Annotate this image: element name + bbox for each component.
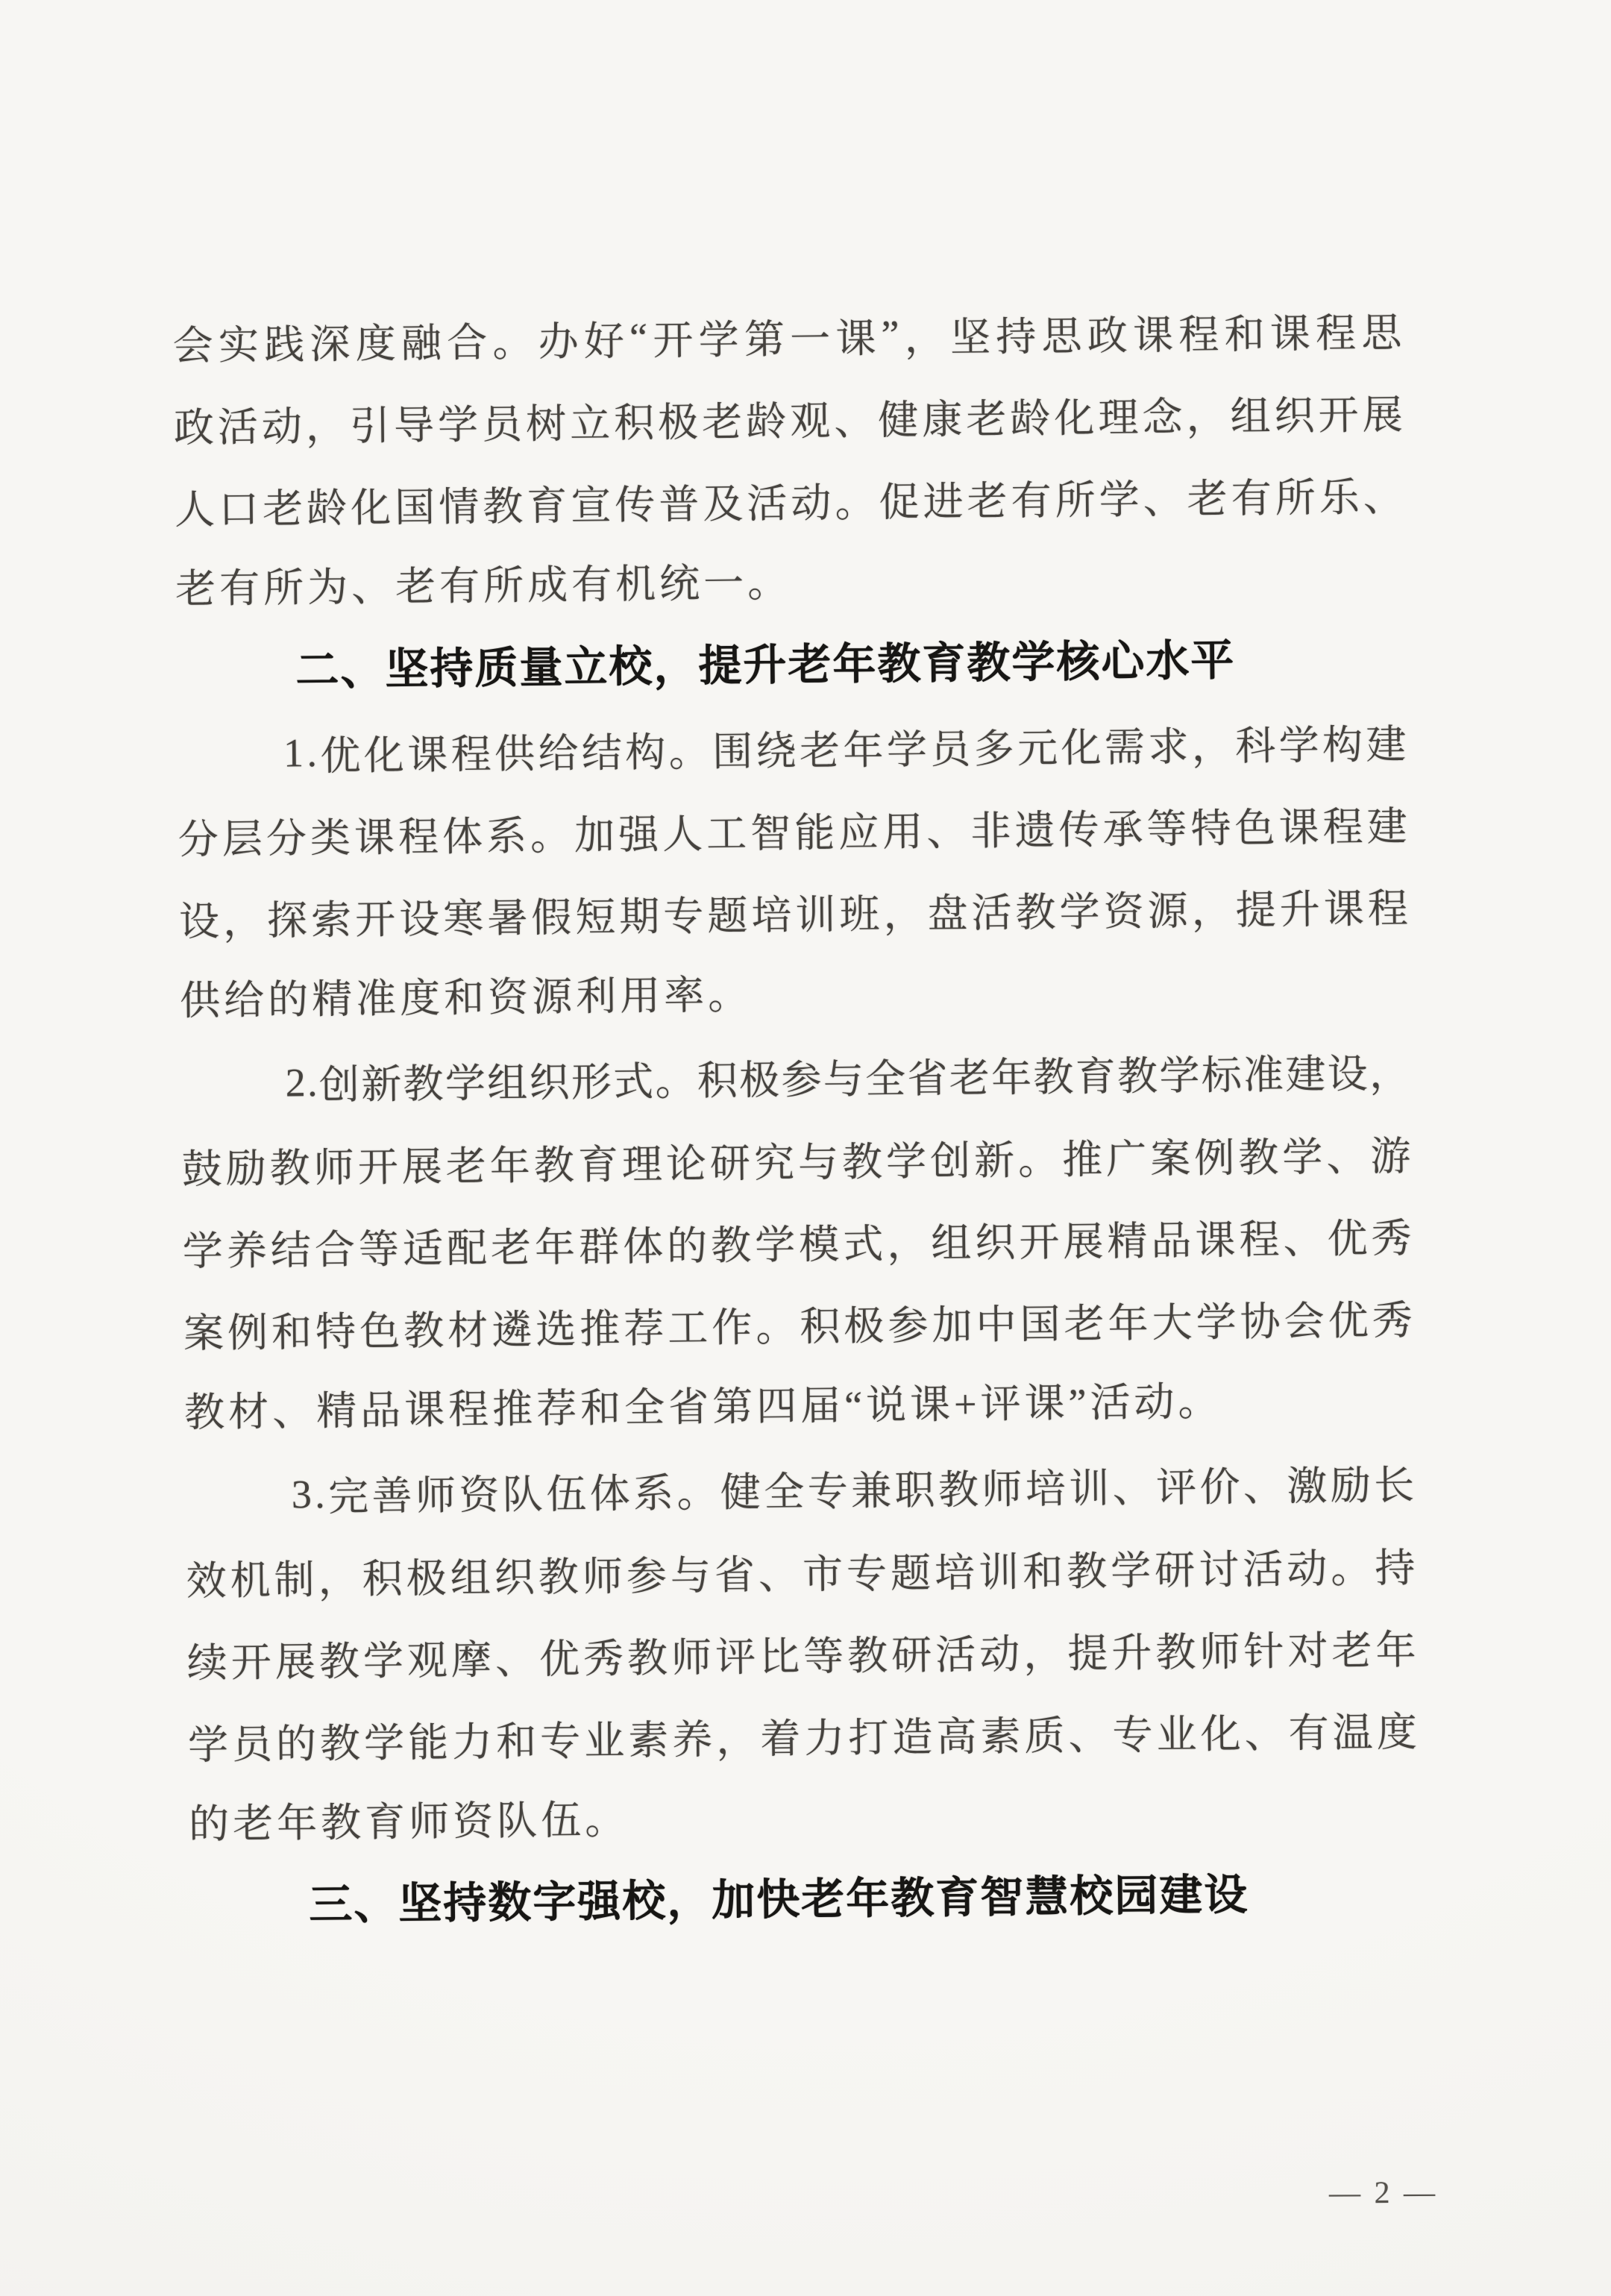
text-line: 供给的精准度和资源利用率。: [179, 972, 753, 1024]
first-line-indent: [180, 1082, 283, 1083]
section-heading: [189, 1853, 1419, 1948]
paragraph: [172, 288, 1405, 630]
text-line: 老有所为、老有所成有机统一。: [175, 560, 792, 612]
document-body: [172, 288, 1419, 1948]
paragraph: [177, 700, 1410, 1042]
text-line: 1 . 优 化 课 程 供 给 结 构 。 围 绕 老 年 学 员 多 元 化 需 求 ， 科 学 构 建: [177, 700, 1407, 795]
text-line: 续 开 展 教 学 观 摩 、 优 秀 教 师 评 比 等 教 研 活 动 ， 提 升 教 师 针 对 老 年: [186, 1628, 1416, 1686]
section-heading: [176, 618, 1406, 713]
text-line: 学 养 结 合 等 适 配 老 年 群 体 的 教 学 模 式 ， 组 织 开 展 精 品 课 程 、 优 秀: [182, 1216, 1412, 1274]
page-number: — 2 —: [1328, 2175, 1439, 2211]
first-line-indent: [178, 753, 280, 754]
first-line-indent: [185, 1494, 288, 1495]
text-line: 人 口 老 龄 化 国 情 教 育 宣 传 普 及 活 动 。 促 进 老 有 所 学 、 老 有 所 乐 、: [174, 474, 1404, 533]
heading-line: 三、坚持数字强校，加快老年教育智慧校园建设: [308, 1870, 1249, 1930]
text-line: 政 活 动 ， 引 导 学 员 树 立 积 极 老 龄 观 、 健 康 老 龄 化 理 念 ， 组 织 开 展: [173, 392, 1403, 451]
paragraph: [180, 1029, 1414, 1455]
text-line: 案 例 和 特 色 教 材 遴 选 推 荐 工 作 。 积 极 参 加 中 国 老 年 大 学 协 会 优 秀: [183, 1298, 1413, 1357]
paragraph: [185, 1441, 1419, 1866]
text-line: 设 ， 探 索 开 设 寒 暑 假 短 期 专 题 培 训 班 ， 盘 活 教 学 资 源 ， 提 升 课 程: [178, 886, 1409, 945]
text-line: 2 . 创 新 教 学 组 织 形 式 。 积 极 参 与 全 省 老 年 教 育 教 学 标 准 建 设 ，: [180, 1029, 1410, 1125]
text-line: 分 层 分 类 课 程 体 系 。 加 强 人 工 智 能 应 用 、 非 遗 传 承 等 特 色 课 程 建: [178, 804, 1407, 863]
text-line: 会 实 践 深 度 融 合 。 办 好 “ 开 学 第 一 课 ” ， 坚 持 思 政 课 程 和 课 程 思: [172, 310, 1402, 368]
text-line: 教材、精品课程推荐和全省第四届“说课+评课”活动。: [183, 1379, 1222, 1436]
text-line: 学 员 的 教 学 能 力 和 专 业 素 养 ， 着 力 打 造 高 素 质 、 专 业 化 、 有 温 度: [187, 1710, 1418, 1769]
heading-line: 二、坚持质量立校，提升老年教育教学核心水平: [295, 636, 1236, 694]
text-line: 鼓 励 教 师 开 展 老 年 教 育 理 论 研 究 与 教 学 创 新 。 推 广 案 例 教 学 、 游: [181, 1133, 1411, 1192]
text-line: 效 机 制 ， 积 极 组 织 教 师 参 与 省 、 市 专 题 培 训 和 教 学 研 讨 活 动 。 持: [186, 1545, 1416, 1604]
text-line: 的老年教育师资队伍。: [188, 1797, 629, 1847]
text-line: 3 . 完 善 师 资 队 伍 体 系 。 健 全 专 兼 职 教 师 培 训 、 评 价 、 激 励 长: [185, 1441, 1415, 1537]
